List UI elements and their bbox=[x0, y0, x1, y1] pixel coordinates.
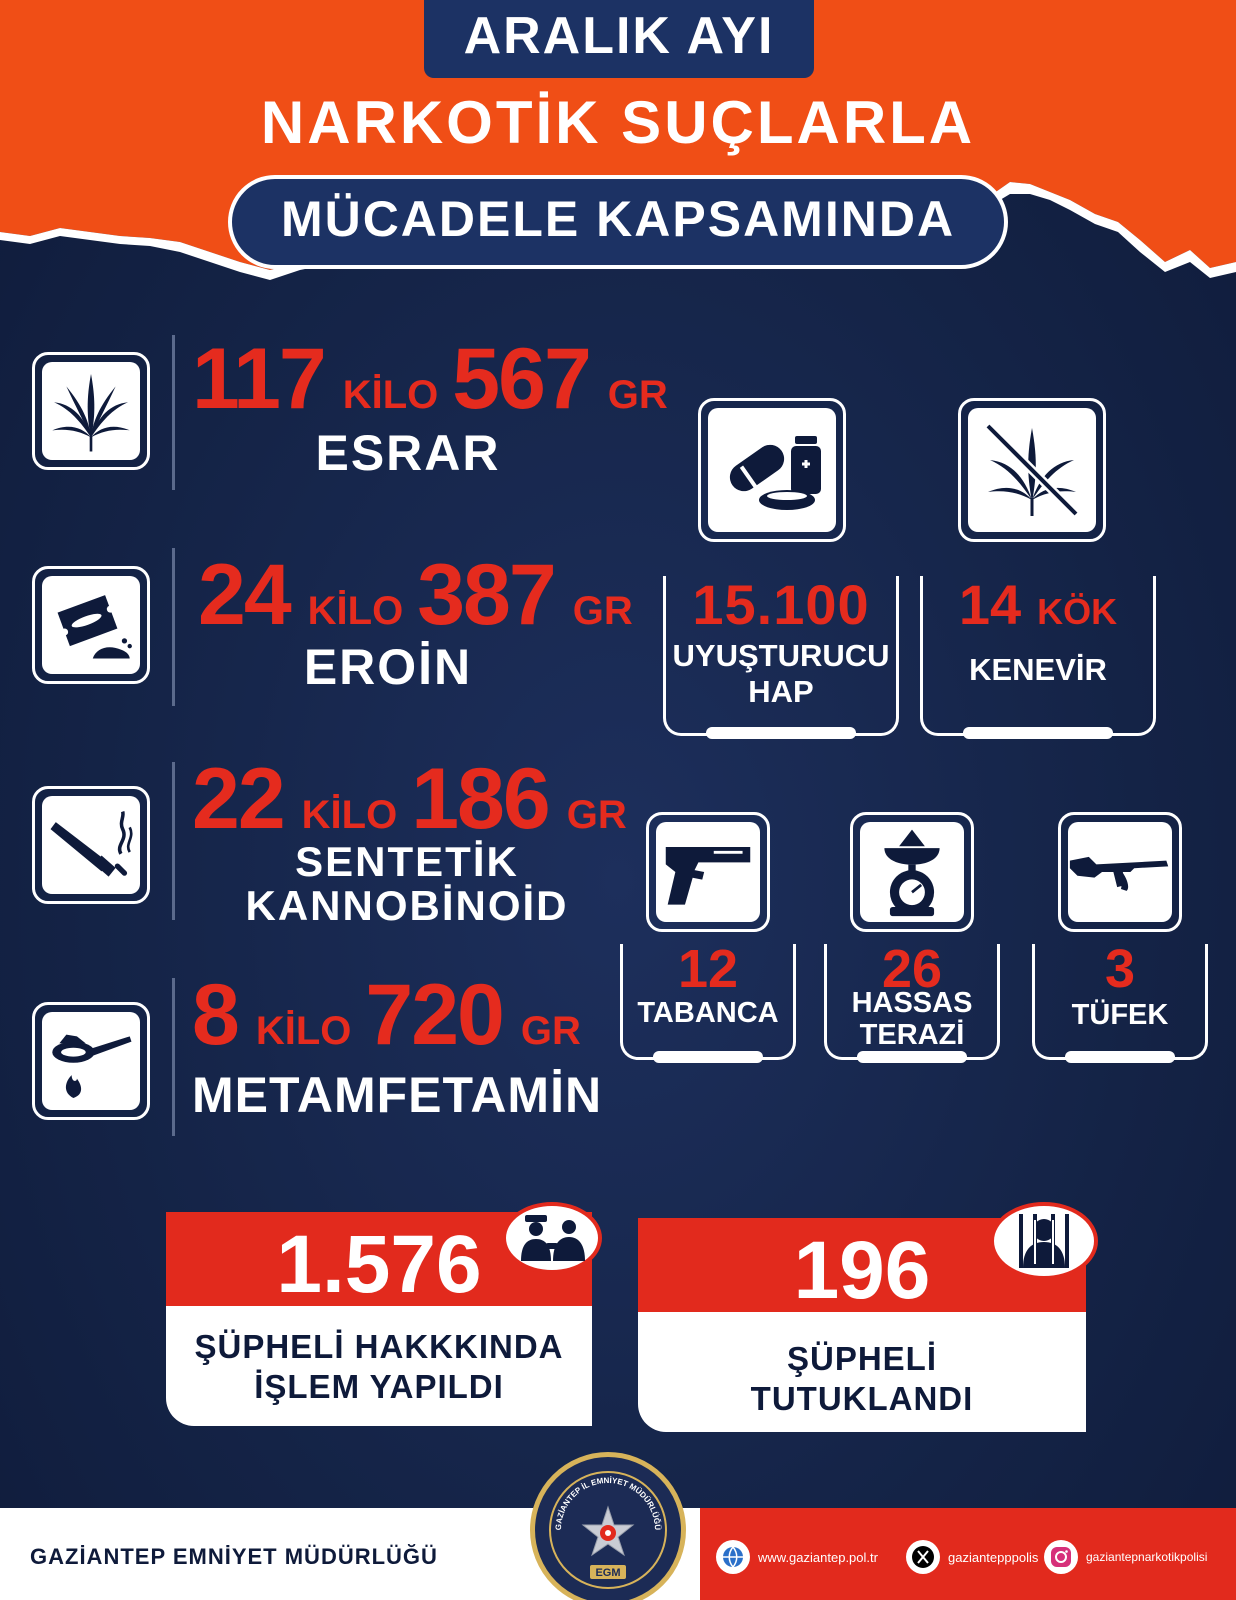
police-suspect-icon bbox=[502, 1202, 602, 1274]
processed-line-2: İŞLEM YAPILDI bbox=[254, 1368, 504, 1405]
eroin-gram-unit: GR bbox=[572, 589, 633, 633]
metamfetamin-gram: 720 bbox=[365, 967, 503, 1063]
metamfetamin-gram-unit: GR bbox=[520, 1009, 581, 1053]
tabanca-label: TABANCA bbox=[637, 997, 779, 1029]
esrar-gram: 567 bbox=[452, 331, 590, 427]
terazi-label-1: HASSAS bbox=[851, 987, 973, 1019]
eroin-amount bbox=[198, 546, 633, 645]
metamfetamin-label: METAMFETAMİN bbox=[192, 1067, 603, 1123]
instagram-text: gaziantepnarkotikpolisi bbox=[1086, 1550, 1208, 1564]
arrested-count: 196 bbox=[793, 1225, 931, 1316]
instagram-icon bbox=[1044, 1540, 1078, 1574]
esrar-label: ESRAR bbox=[315, 425, 501, 481]
seal-text: GAZİANTEP İL EMNİYET MÜDÜRLÜĞÜ bbox=[553, 1475, 663, 1531]
pills-label-2: HAP bbox=[748, 674, 814, 709]
website-link[interactable] bbox=[716, 1540, 878, 1574]
terazi-count: 26 bbox=[881, 939, 943, 999]
tabanca-count: 12 bbox=[677, 939, 739, 999]
x-link[interactable] bbox=[906, 1540, 1038, 1574]
metamfetamin-kilo: 8 bbox=[192, 967, 238, 1063]
divider bbox=[172, 978, 175, 1136]
tufek-count: 3 bbox=[1104, 939, 1136, 999]
esrar-kilo-unit: KİLO bbox=[342, 373, 439, 417]
metamfetamin-amount bbox=[192, 966, 581, 1065]
pills-label-1: UYUŞTURUCU bbox=[672, 638, 890, 673]
tufek-label: TÜFEK bbox=[1071, 999, 1169, 1031]
title-line-1: ARALIK AYI bbox=[463, 7, 775, 65]
esrar-gram-unit: GR bbox=[607, 373, 668, 417]
sentetik-gram: 186 bbox=[411, 751, 549, 847]
kenevir-unit: KÖK bbox=[1037, 591, 1118, 632]
esrar-kilo: 117 bbox=[192, 331, 325, 427]
spoon-flame-icon bbox=[32, 1002, 150, 1120]
sentetik-amount bbox=[192, 750, 627, 849]
seal-abbr: EGM bbox=[595, 1567, 621, 1579]
eroin-kilo-unit: KİLO bbox=[307, 589, 404, 633]
kenevir-amount bbox=[920, 572, 1156, 637]
sentetik-label-1: SENTETİK bbox=[295, 838, 519, 885]
x-logo-icon bbox=[906, 1540, 940, 1574]
sentetik-kilo-unit: KİLO bbox=[301, 793, 398, 837]
cannabis-leaf-icon bbox=[32, 352, 150, 470]
website-text: www.gaziantep.pol.tr bbox=[758, 1549, 878, 1565]
title-line-3: MÜCADELE KAPSAMINDA bbox=[280, 191, 956, 247]
pills-icon bbox=[698, 398, 846, 542]
arrested-line-1: ŞÜPHELİ bbox=[786, 1340, 938, 1377]
jail-bars-icon bbox=[990, 1202, 1098, 1280]
sentetik-gram-unit: GR bbox=[566, 793, 627, 837]
divider bbox=[172, 548, 175, 706]
pistol-icon bbox=[646, 812, 770, 932]
scale-icon bbox=[850, 812, 974, 932]
metamfetamin-kilo-unit: KİLO bbox=[255, 1009, 352, 1053]
instagram-link[interactable] bbox=[1044, 1540, 1207, 1574]
crossed-cannabis-icon bbox=[958, 398, 1106, 542]
rifle-icon bbox=[1058, 812, 1182, 932]
terazi-label-2: TERAZİ bbox=[859, 1019, 965, 1051]
kenevir-label: KENEVİR bbox=[969, 652, 1107, 687]
divider bbox=[172, 335, 175, 490]
org-name: GAZİANTEP EMNİYET MÜDÜRLÜĞÜ bbox=[30, 1544, 438, 1569]
pills-count: 15.100 bbox=[692, 573, 870, 636]
egm-seal-logo bbox=[530, 1452, 686, 1600]
arrested-line-2: TUTUKLANDI bbox=[750, 1380, 974, 1417]
x-handle-text: gaziantepppolis bbox=[948, 1549, 1039, 1565]
eroin-kilo: 24 bbox=[198, 547, 290, 643]
razor-blade-powder-icon bbox=[32, 566, 150, 684]
eroin-label: EROİN bbox=[303, 639, 473, 695]
title-line-2: NARKOTİK SUÇLARLA bbox=[260, 89, 976, 156]
esrar-amount bbox=[192, 330, 668, 429]
processed-count: 1.576 bbox=[276, 1219, 482, 1310]
kenevir-count: 14 bbox=[958, 573, 1022, 636]
joint-smoke-icon bbox=[32, 786, 150, 904]
globe-icon bbox=[716, 1540, 750, 1574]
sentetik-kilo: 22 bbox=[192, 751, 284, 847]
processed-line-1: ŞÜPHELİ HAKKKINDA bbox=[194, 1328, 564, 1365]
eroin-gram: 387 bbox=[417, 547, 555, 643]
sentetik-label-2: KANNOBİNOİD bbox=[245, 882, 569, 929]
divider bbox=[172, 762, 175, 920]
